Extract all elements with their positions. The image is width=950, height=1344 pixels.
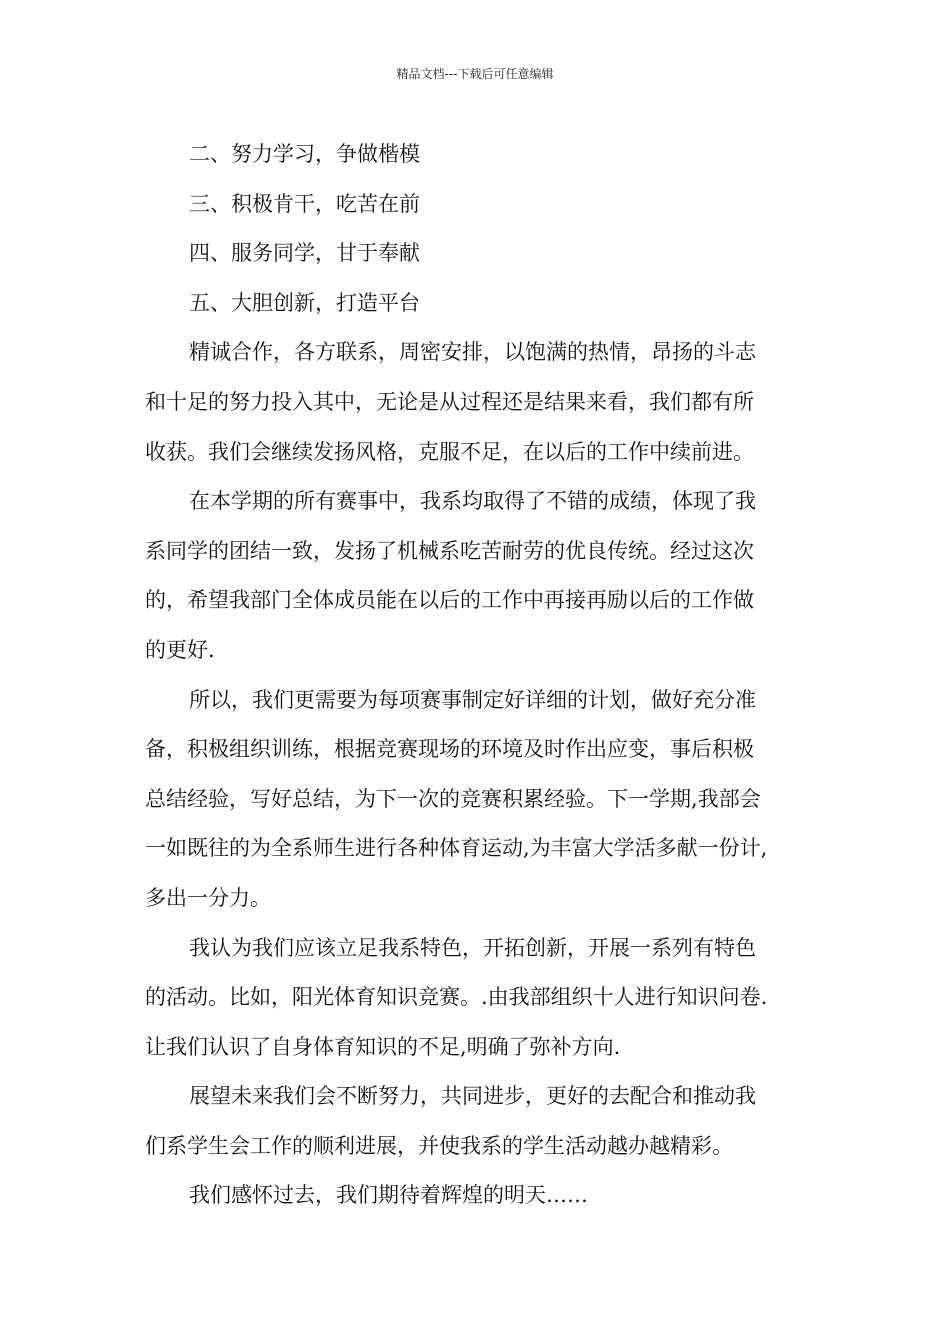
text-line: 的更好. xyxy=(145,637,215,662)
list-item: 二、努力学习，争做楷模 xyxy=(189,142,420,166)
paragraph-outlook xyxy=(145,1072,811,1171)
text-line: 系同学的团结一致，发扬了机械系吃苦耐劳的优良传统。经过这次 xyxy=(145,538,754,563)
paragraph-cooperation xyxy=(145,328,811,477)
paragraph-planning xyxy=(145,676,811,924)
text-line: 们系学生会工作的顺利进展，并使我系的学生活动越办越精彩。 xyxy=(145,1133,733,1158)
text-line: 展望未来我们会不断努力，共同进步，更好的去配合和推动我 xyxy=(189,1084,756,1109)
list-item: 四、服务同学，甘于奉献 xyxy=(189,241,420,266)
page-header: 精品文档---下载后可任意编辑 xyxy=(396,67,554,81)
text-line: 在本学期的所有赛事中，我系均取得了不错的成绩，体现了我 xyxy=(189,489,756,514)
text-line: 备，积极组织训练，根据竞赛现场的环境及时作出应变，事后积极 xyxy=(145,737,754,762)
paragraph-achievements xyxy=(145,477,811,675)
text-line: 精诚合作，各方联系，周密安排，以饱满的热情，昂扬的斗志 xyxy=(189,340,756,365)
text-line: 我认为我们应该立足我系特色，开拓创新，开展一系列有特色 xyxy=(189,935,756,960)
text-line: 让我们认识了自身体育知识的不足,明确了弥补方向. xyxy=(145,1034,621,1059)
text-line: 的活动。比如，阳光体育知识竞赛。.由我部组织十人进行知识问卷. xyxy=(145,985,768,1010)
text-line: 的，希望我部门全体成员能在以后的工作中再接再励以后的工作做 xyxy=(145,588,754,613)
text-line: 总结经验，写好总结，为下一次的竞赛积累经验。下一学期,我部会 xyxy=(145,786,761,811)
text-line: 收获。我们会继续发扬风格，克服不足，在以后的工作中续前进。 xyxy=(145,439,754,464)
list-item: 五、大胆创新，打造平台 xyxy=(189,290,420,315)
list-item: 三、积极肯干，吃苦在前 xyxy=(189,191,420,216)
document-body xyxy=(145,130,811,1221)
text-line: 多出一分力。 xyxy=(145,885,271,910)
text-line: 一如既往的为全系师生进行各种体育运动,为丰富大学活多献一份计, xyxy=(145,836,768,861)
text-line: 和十足的努力投入其中，无论是从过程还是结果来看，我们都有所 xyxy=(145,389,754,414)
text-line: 所以，我们更需要为每项赛事制定好详细的计划，做好充分准 xyxy=(189,687,756,712)
paragraph-innovation xyxy=(145,924,811,1073)
closing-line: 我们感怀过去，我们期待着辉煌的明天…… xyxy=(189,1183,588,1208)
